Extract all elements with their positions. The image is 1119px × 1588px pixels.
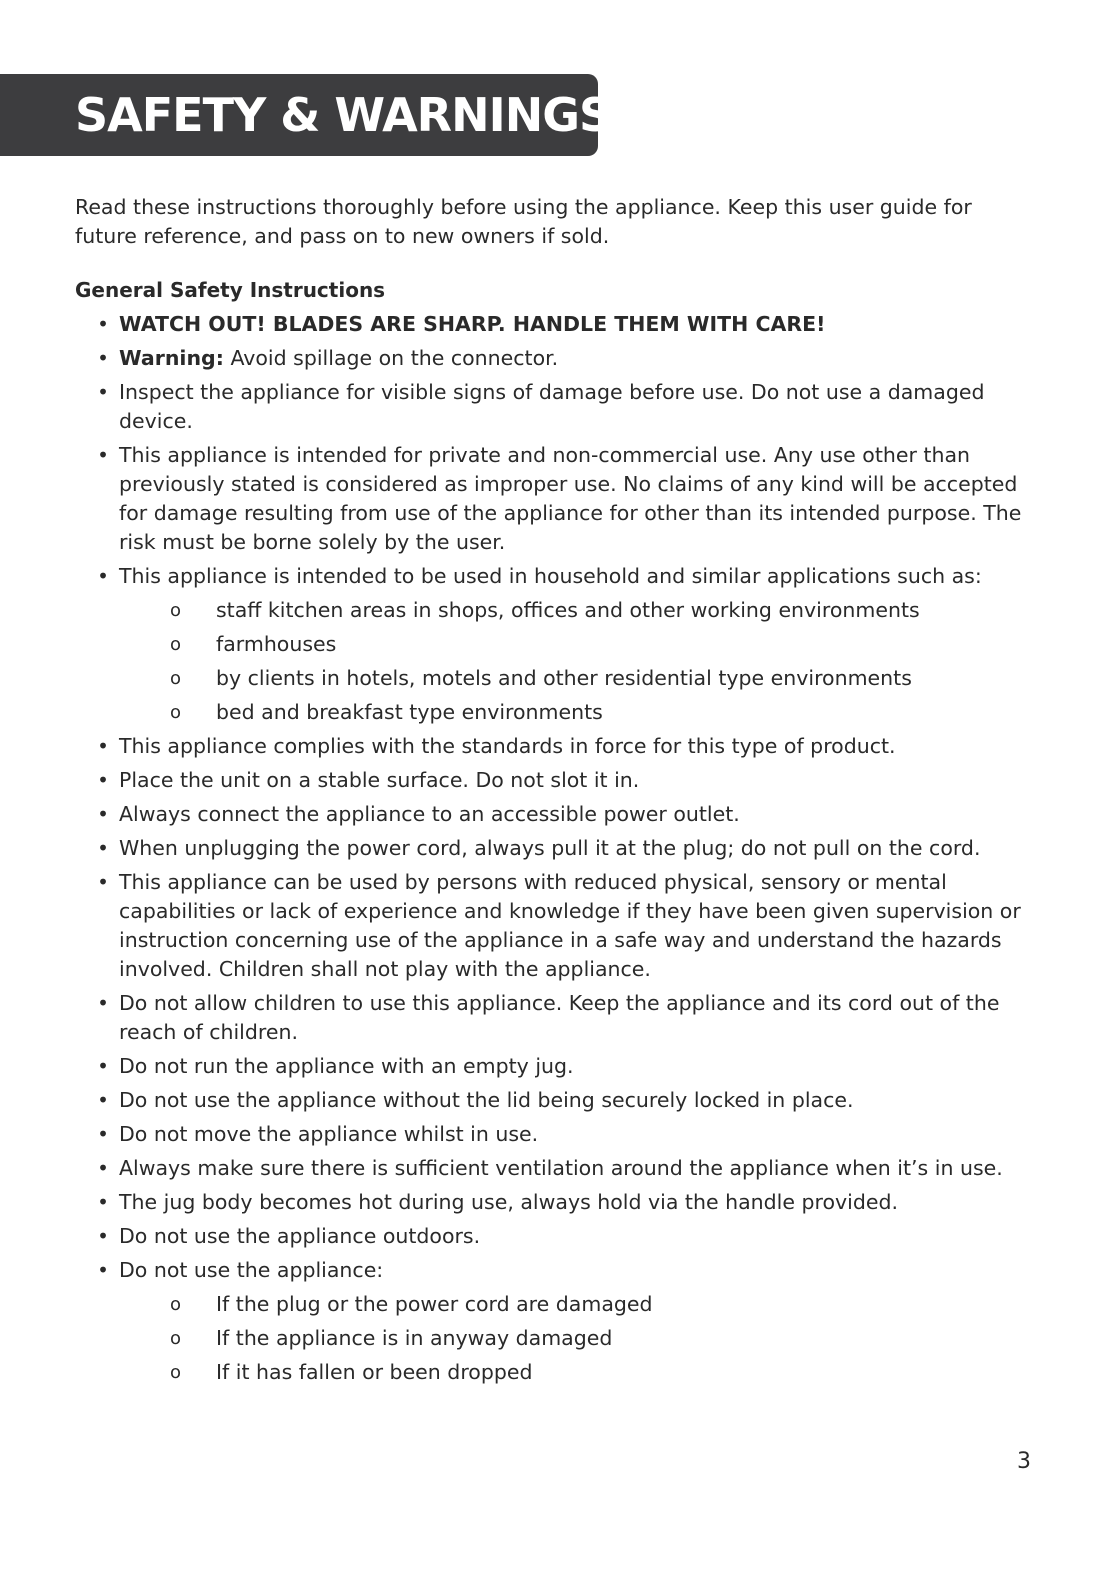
sub-list-item (75, 1358, 1035, 1387)
bullet-icon: • (97, 734, 109, 758)
sub-list-item (75, 630, 1035, 659)
do-not-use-sublist (75, 1290, 1035, 1387)
sub-list-item-text: farmhouses (216, 632, 337, 656)
list-item (75, 766, 1035, 795)
list-item (75, 732, 1035, 761)
list-item-text: Do not use the appliance outdoors. (119, 1224, 481, 1248)
bullet-icon: • (97, 836, 109, 860)
sub-list-item-text: bed and breakfast type environments (216, 700, 603, 724)
list-item-text: WATCH OUT! BLADES ARE SHARP. HANDLE THEM WITH CARE! (119, 312, 826, 336)
list-item-text: When unplugging the power cord, always pull it at the plug; do not pull on the cord. (119, 836, 981, 860)
sub-list-item (75, 596, 1035, 625)
safety-list-continued (75, 732, 1035, 1285)
list-item-text: Always connect the appliance to an accessible power outlet. (119, 802, 740, 826)
list-item (75, 1188, 1035, 1217)
list-item (75, 562, 1035, 591)
circle-bullet-icon: o (170, 1362, 182, 1383)
circle-bullet-icon: o (170, 1328, 182, 1349)
list-item (75, 1120, 1035, 1149)
section-heading: General Safety Instructions (75, 278, 386, 302)
bullet-icon: • (97, 564, 109, 588)
bullet-icon: • (97, 1122, 109, 1146)
circle-bullet-icon: o (170, 668, 182, 689)
list-item-text: This appliance is intended for private and non-commercial use. Any use other than previously stated is considered as improper use. No claims of any kind will be accepted for damage resulting from use of the appliance for other than its intended purpose. The risk must be borne solely by the user. (119, 443, 1022, 554)
bullet-icon: • (97, 1224, 109, 1248)
sub-list-item-text: If the plug or the power cord are damaged (216, 1292, 653, 1316)
page-title: SAFETY & WARNINGS (75, 88, 612, 142)
sub-list-item (75, 664, 1035, 693)
bullet-icon: • (97, 1190, 109, 1214)
list-item (75, 310, 1035, 339)
list-item-text: Always make sure there is sufficient ventilation around the appliance when it’s in use. (119, 1156, 1003, 1180)
circle-bullet-icon: o (170, 600, 182, 621)
sub-list-item (75, 1290, 1035, 1319)
circle-bullet-icon: o (170, 634, 182, 655)
list-item-text: This appliance can be used by persons with reduced physical, sensory or mental capabilities or lack of experience and knowledge if they have been given supervision or instruction concerning use of the appliance in a safe way and understand the hazards involved. Children shall not play with the appliance. (119, 870, 1021, 981)
list-item-text: Avoid spillage on the connector. (223, 346, 559, 370)
circle-bullet-icon: o (170, 702, 182, 723)
list-item-text: This appliance complies with the standards in force for this type of product. (119, 734, 896, 758)
household-sublist (75, 596, 1035, 727)
section-title-bar (0, 74, 612, 156)
list-item-text: Do not allow children to use this appliance. Keep the appliance and its cord out of the reach of children. (119, 991, 1000, 1044)
bullet-icon: • (97, 768, 109, 792)
list-item-text: Inspect the appliance for visible signs of damage before use. Do not use a damaged device. (119, 380, 985, 433)
list-item-text: The jug body becomes hot during use, always hold via the handle provided. (119, 1190, 898, 1214)
sub-list-item (75, 1324, 1035, 1353)
list-item-text: Place the unit on a stable surface. Do not slot it in. (119, 768, 640, 792)
page-number: 3 (1017, 1449, 1031, 1474)
bullet-icon: • (97, 870, 109, 894)
warning-label: Warning: (119, 346, 224, 370)
bullet-icon: • (97, 1258, 109, 1282)
list-item-text: Do not run the appliance with an empty jug. (119, 1054, 574, 1078)
bullet-icon: • (97, 312, 109, 336)
list-item (75, 1256, 1035, 1285)
bullet-icon: • (97, 346, 109, 370)
list-item-text: Do not move the appliance whilst in use. (119, 1122, 539, 1146)
list-item (75, 868, 1035, 984)
list-item (75, 1222, 1035, 1251)
list-item-text: Do not use the appliance: (119, 1258, 384, 1282)
circle-bullet-icon: o (170, 1294, 182, 1315)
list-item (75, 834, 1035, 863)
bullet-icon: • (97, 443, 109, 467)
sub-list-item-text: If it has fallen or been dropped (216, 1360, 533, 1384)
sub-list-item-text: by clients in hotels, motels and other residential type environments (216, 666, 912, 690)
bullet-icon: • (97, 802, 109, 826)
list-item-text: Do not use the appliance without the lid being securely locked in place. (119, 1088, 854, 1112)
sub-list-item (75, 698, 1035, 727)
list-item (75, 1086, 1035, 1115)
safety-list (75, 310, 1035, 591)
sub-list-item-text: staff kitchen areas in shops, offices and other working environments (216, 598, 920, 622)
list-item (75, 1154, 1035, 1183)
sub-list-item-text: If the appliance is in anyway damaged (216, 1326, 613, 1350)
list-item (75, 378, 1035, 436)
bullet-icon: • (97, 1156, 109, 1180)
list-item (75, 441, 1035, 557)
list-item-text: This appliance is intended to be used in household and similar applications such as: (119, 564, 982, 588)
intro-paragraph: Read these instructions thoroughly before using the appliance. Keep this user guide for future reference, and pass on to new owners if sold. (75, 195, 972, 248)
list-item (75, 1052, 1035, 1081)
list-item (75, 344, 1035, 373)
list-item (75, 989, 1035, 1047)
list-item (75, 800, 1035, 829)
bullet-icon: • (97, 991, 109, 1015)
bullet-icon: • (97, 1088, 109, 1112)
bullet-icon: • (97, 380, 109, 404)
content (75, 193, 1035, 1392)
bullet-icon: • (97, 1054, 109, 1078)
